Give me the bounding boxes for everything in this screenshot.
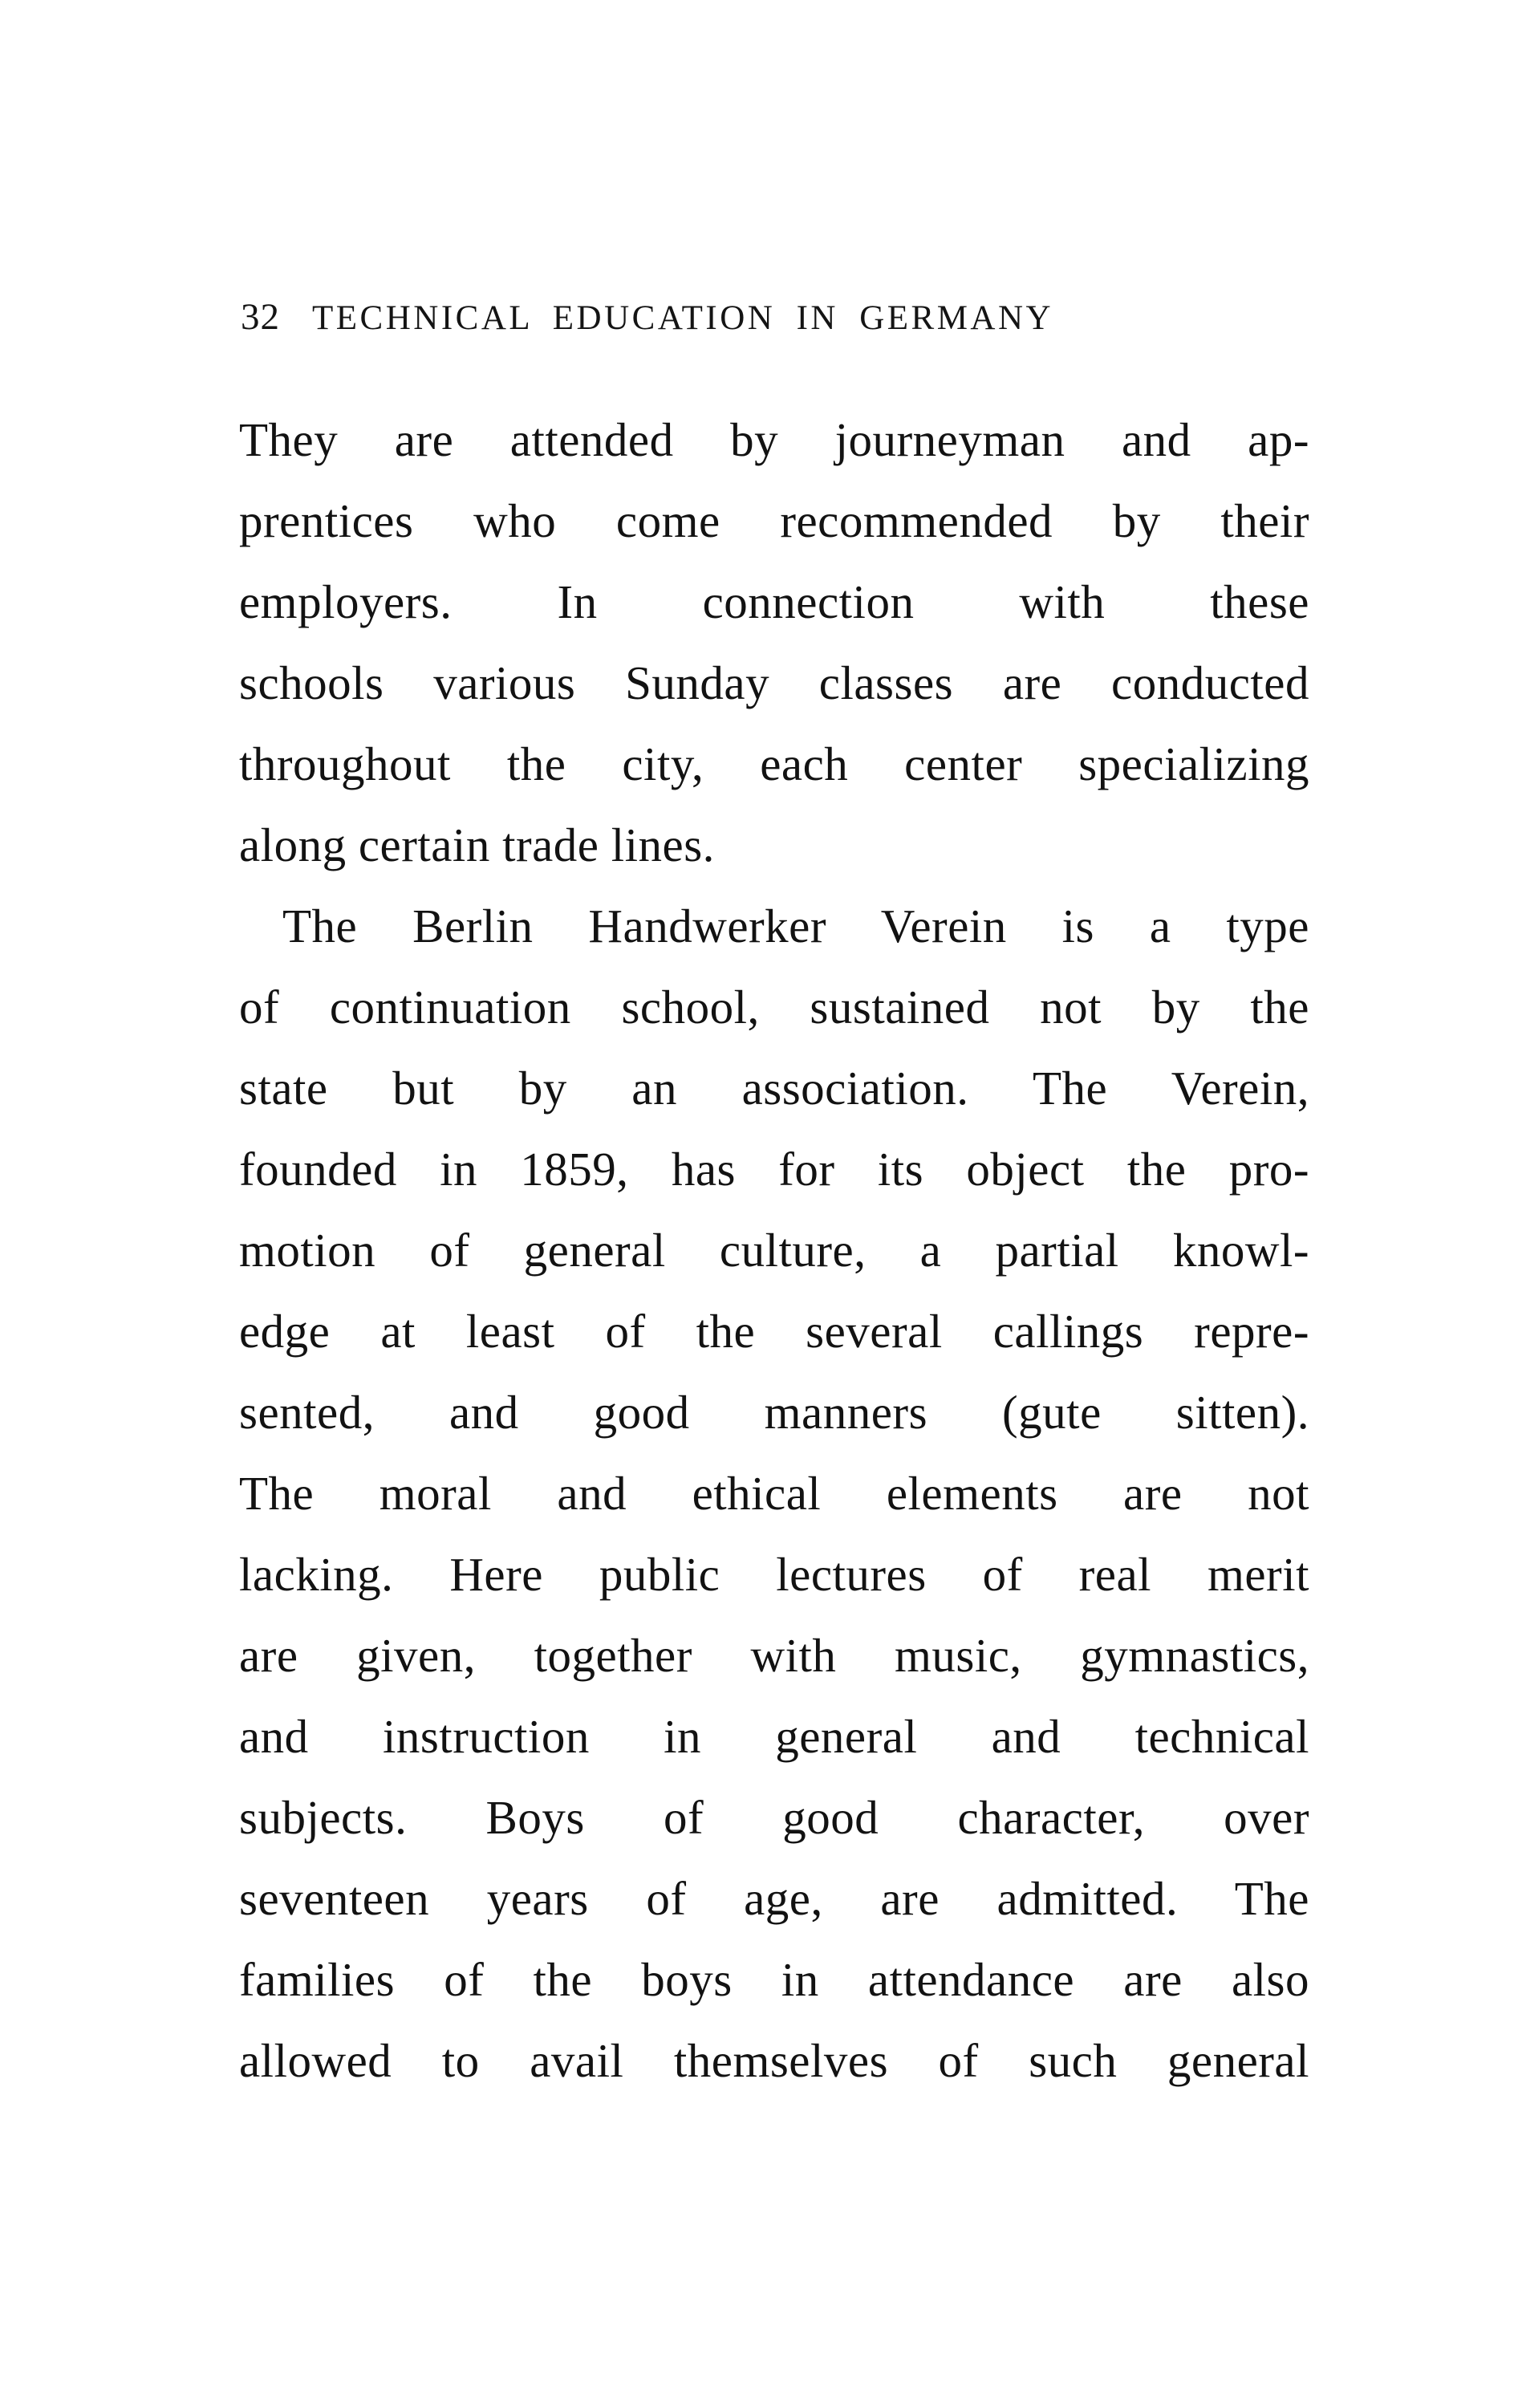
text-line: founded in 1859, has for its object the pro-: [239, 1143, 1309, 1196]
text-line: edge at least of the several callings repre-: [239, 1305, 1309, 1358]
text-line: subjects. Boys of good character, over: [239, 1791, 1309, 1844]
text-line: schools various Sunday classes are conducted: [239, 656, 1309, 709]
text-line: families of the boys in attendance are also: [239, 1953, 1309, 2006]
text-line: seventeen years of age, are admitted. The: [239, 1872, 1309, 1925]
running-header: [241, 295, 1316, 339]
text-line: allowed to avail themselves of such general: [239, 2034, 1309, 2087]
text-line: of continuation school, sustained not by the: [239, 981, 1309, 1033]
page-number: 32: [241, 296, 280, 338]
text-line: The moral and ethical elements are not: [239, 1467, 1309, 1520]
text-line: lacking. Here public lectures of real merit: [239, 1548, 1309, 1601]
text-line: and instruction in general and technical: [239, 1710, 1309, 1763]
running-title: TECHNICAL EDUCATION IN GERMANY: [312, 299, 1054, 337]
text-line: state but by an association. The Verein,: [239, 1062, 1309, 1115]
text-line: They are attended by journeyman and ap-: [239, 413, 1309, 466]
text-line: are given, together with music, gymnastics,: [239, 1629, 1309, 1682]
text-line: prentices who come recommended by their: [239, 494, 1309, 547]
text-line: along certain trade lines.: [239, 818, 715, 871]
text-line: sented, and good manners (gute sitten).: [239, 1386, 1309, 1439]
text-line: The Berlin Handwerker Verein is a type: [282, 899, 1309, 952]
text-line: throughout the city, each center specializing: [239, 737, 1309, 790]
body-text-block: [239, 400, 1309, 2101]
text-line: motion of general culture, a partial knowl-: [239, 1224, 1309, 1277]
text-line: employers. In connection with these: [239, 575, 1309, 628]
